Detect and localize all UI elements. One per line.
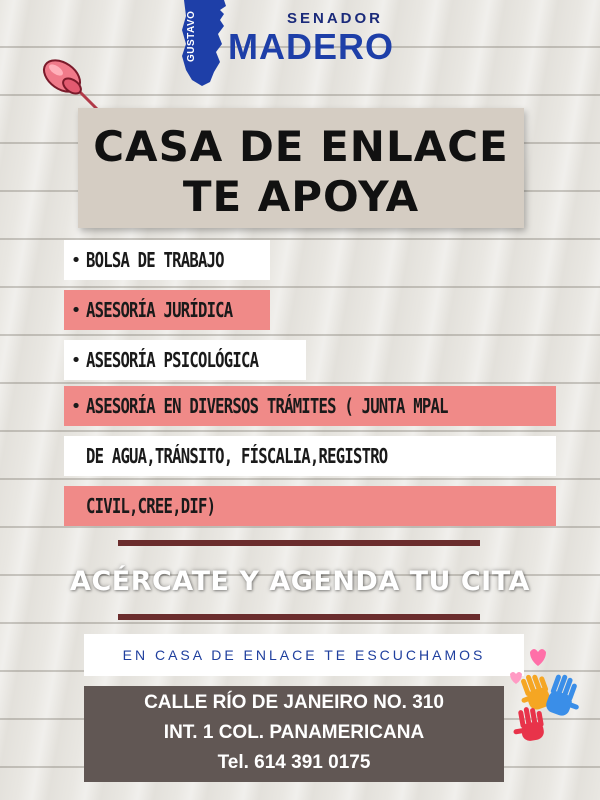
address-box xyxy=(84,686,504,782)
list-item xyxy=(64,240,263,280)
senator-logo xyxy=(180,0,420,88)
call-to-action: ACÉRCATE Y AGENDA TU CITA xyxy=(70,566,530,597)
listen-banner-text: EN CASA DE ENLACE TE ESCUCHAMOS xyxy=(122,647,486,663)
logo-first-name: GUSTAVO xyxy=(186,10,197,62)
bullet: • xyxy=(70,349,82,371)
service-label: ASESORÍA JURÍDICA xyxy=(86,298,233,322)
list-item xyxy=(64,486,252,526)
list-item xyxy=(64,340,307,380)
title-line-2: TE APOYA xyxy=(182,172,420,221)
service-label: ASESORÍA PSICOLÓGICA xyxy=(86,348,259,372)
address-colony: INT. 1 COL. PANAMERICANA xyxy=(163,722,425,743)
bullet: • xyxy=(70,395,82,417)
listen-banner xyxy=(84,634,524,676)
address-phone: Tel. 614 391 0175 xyxy=(217,752,371,773)
title-card xyxy=(78,108,524,228)
list-item xyxy=(64,436,472,476)
title-line-1: CASA DE ENLACE xyxy=(93,122,509,171)
address-street: CALLE RÍO DE JANEIRO NO. 310 xyxy=(144,692,444,713)
service-label: ASESORÍA EN DIVERSOS TRÁMITES ( JUNTA MPAL xyxy=(86,394,448,418)
bullet: • xyxy=(70,299,82,321)
divider-bottom xyxy=(118,614,480,620)
list-item xyxy=(64,290,274,330)
service-label: DE AGUA,TRÁNSITO, FÍSCALIA,REGISTRO xyxy=(86,444,388,468)
logo-prefix: SENADOR xyxy=(286,10,383,27)
service-label: CIVIL,CREE,DIF) xyxy=(86,494,216,518)
logo-surname: MADERO xyxy=(228,26,394,67)
service-label: BOLSA DE TRABAJO xyxy=(86,248,224,272)
bullet: • xyxy=(70,249,82,271)
list-item xyxy=(64,386,550,426)
divider-top xyxy=(118,540,480,546)
colorful-hands-icon xyxy=(500,640,600,750)
